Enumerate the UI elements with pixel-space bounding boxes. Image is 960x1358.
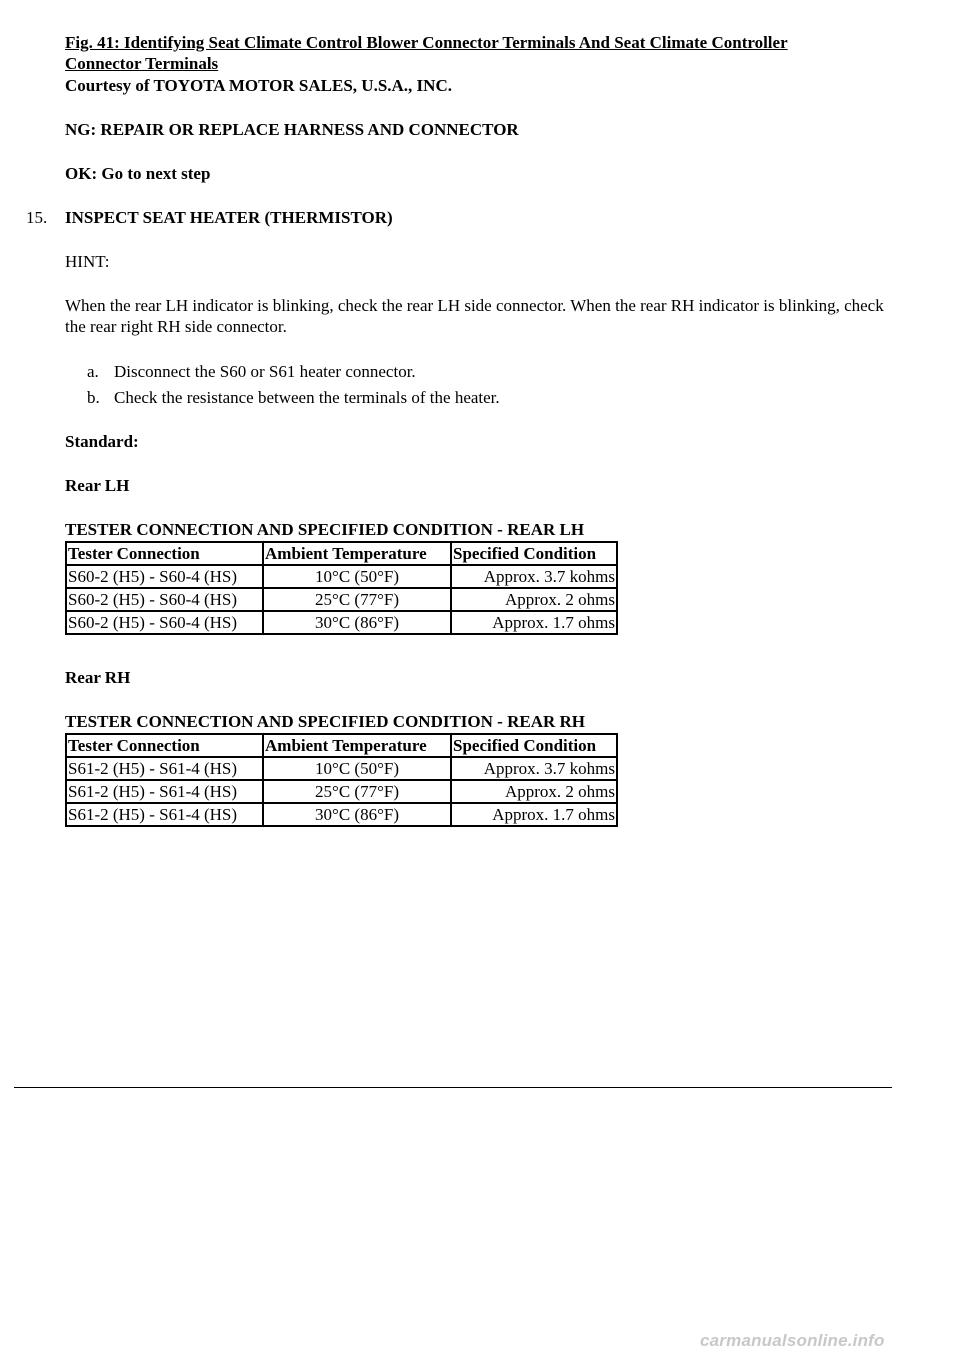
spec-table-rear-rh	[65, 733, 618, 827]
figure-courtesy: Courtesy of TOYOTA MOTOR SALES, U.S.A., INC.	[65, 76, 452, 95]
table-title-rear-lh: TESTER CONNECTION AND SPECIFIED CONDITION - REAR LH	[65, 520, 585, 539]
table-row	[66, 565, 617, 588]
substep-a	[87, 361, 416, 382]
table-cell: Approx. 3.7 kohms	[451, 565, 617, 588]
table-cell: 10°C (50°F)	[263, 757, 451, 780]
step-title: INSPECT SEAT HEATER (THERMISTOR)	[65, 208, 393, 227]
table-row	[66, 611, 617, 634]
table-header-cell: Tester Connection	[66, 542, 263, 565]
table-cell: 25°C (77°F)	[263, 780, 451, 803]
table-cell: Approx. 1.7 ohms	[451, 611, 617, 634]
table-cell: Approx. 2 ohms	[451, 780, 617, 803]
table-header-cell: Ambient Temperature	[263, 542, 451, 565]
table-cell: S60-2 (H5) - S60-4 (HS)	[66, 565, 263, 588]
section-label-rear-lh: Rear LH	[65, 476, 130, 495]
table-cell: 30°C (86°F)	[263, 803, 451, 826]
substep-letter: b.	[87, 388, 100, 407]
figure-title: Fig. 41: Identifying Seat Climate Control Blower Connector Terminals And Seat Climate Controller Connector Terminals	[65, 33, 788, 73]
table-row	[66, 803, 617, 826]
table-row	[66, 588, 617, 611]
page-divider	[14, 1087, 892, 1088]
table-cell: S61-2 (H5) - S61-4 (HS)	[66, 780, 263, 803]
table-cell: S60-2 (H5) - S60-4 (HS)	[66, 588, 263, 611]
table-title-rear-rh: TESTER CONNECTION AND SPECIFIED CONDITION - REAR RH	[65, 712, 585, 731]
substep-text: Disconnect the S60 or S61 heater connector.	[114, 362, 416, 381]
substep-text: Check the resistance between the terminals of the heater.	[114, 388, 500, 407]
table-header-cell: Tester Connection	[66, 734, 263, 757]
table-cell: S61-2 (H5) - S61-4 (HS)	[66, 757, 263, 780]
spec-table-rear-lh	[65, 541, 618, 635]
table-cell: 25°C (77°F)	[263, 588, 451, 611]
substep-letter: a.	[87, 362, 99, 381]
table-cell: Approx. 3.7 kohms	[451, 757, 617, 780]
table-row	[66, 780, 617, 803]
table-cell: 30°C (86°F)	[263, 611, 451, 634]
table-header-row	[66, 734, 617, 757]
table-cell: Approx. 2 ohms	[451, 588, 617, 611]
section-label-rear-rh: Rear RH	[65, 668, 131, 687]
ng-result: NG: REPAIR OR REPLACE HARNESS AND CONNECTOR	[65, 120, 519, 139]
ok-result: OK: Go to next step	[65, 164, 211, 183]
hint-text: When the rear LH indicator is blinking, check the rear LH side connector. When the rear RH indicator is blinking, check the rear right RH side connector.	[65, 296, 884, 336]
watermark: carmanualsonline.info	[700, 1331, 885, 1350]
substep-b	[87, 387, 500, 408]
table-header-cell: Ambient Temperature	[263, 734, 451, 757]
table-cell: S60-2 (H5) - S60-4 (HS)	[66, 611, 263, 634]
standard-label: Standard:	[65, 432, 139, 451]
table-header-cell: Specified Condition	[451, 542, 617, 565]
table-header-cell: Specified Condition	[451, 734, 617, 757]
step-number: 15.	[26, 208, 48, 227]
table-header-row	[66, 542, 617, 565]
table-cell: Approx. 1.7 ohms	[451, 803, 617, 826]
hint-label: HINT:	[65, 252, 110, 271]
table-row	[66, 757, 617, 780]
table-cell: S61-2 (H5) - S61-4 (HS)	[66, 803, 263, 826]
table-cell: 10°C (50°F)	[263, 565, 451, 588]
